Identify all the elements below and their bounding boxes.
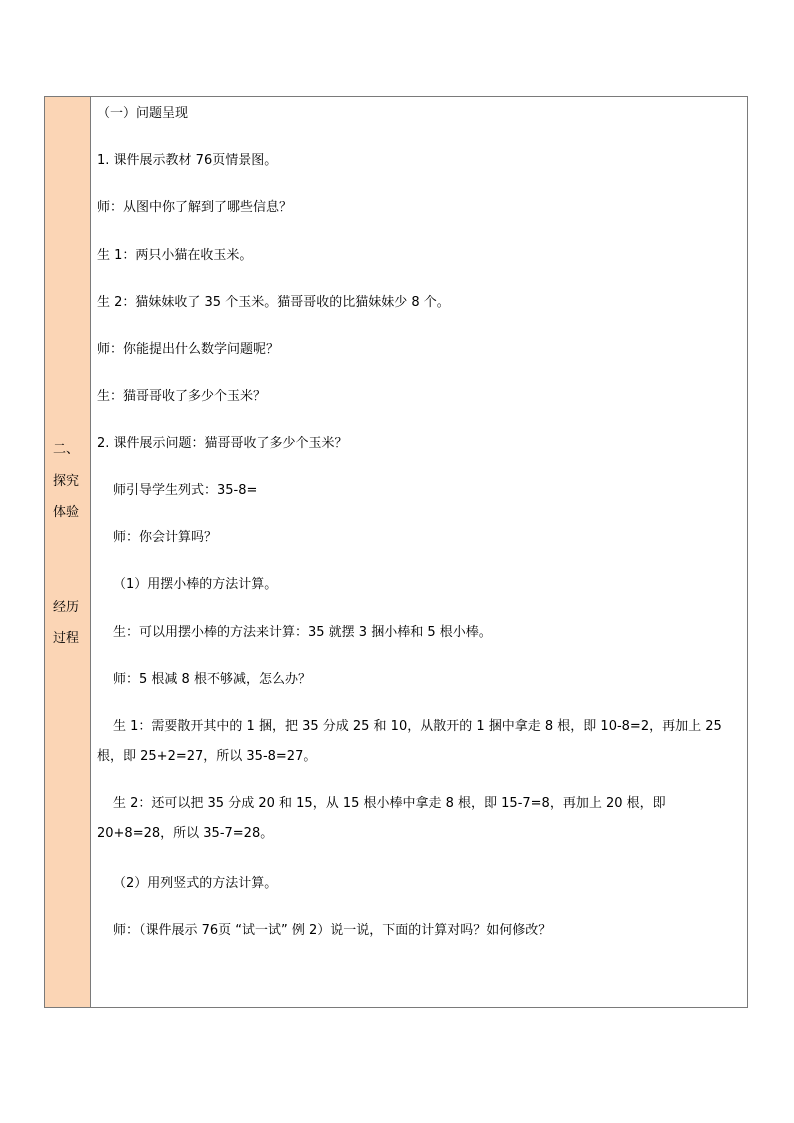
section-label-cell	[45, 97, 91, 1007]
section-subtitle-part-2: 过程	[53, 631, 80, 646]
paragraph-15: （2）用列竖式的方法计算。	[113, 876, 278, 891]
paragraph-16: 师：（课件展示 76页 “试一试” 例 2）说一说，下面的计算对吗？如何修改？	[113, 923, 552, 938]
section-number: 二、	[53, 442, 80, 457]
paragraph-12: 师：5 根减 8 根不够减，怎么办？	[113, 672, 311, 687]
paragraph-11: 生：可以用摆小棒的方法来计算：35 就摆 3 捆小棒和 5 根小棒。	[113, 625, 492, 640]
section-title-part-2: 体验	[53, 505, 80, 520]
paragraph-4: 生 2：猫妹妹收了 35 个玉米。猫哥哥收的比猫妹妹少 8 个。	[97, 295, 450, 310]
paragraph-1: 1. 课件展示教材 76页情景图。	[97, 153, 278, 168]
paragraph-6: 生：猫哥哥收了多少个玉米？	[97, 389, 267, 404]
paragraph-14: 生 2：还可以把 35 分成 20 和 15，从 15 根小棒中拿走 8 根，即 15-7=8，再加上 20 根，即 20+8=28，所以 35-7=28。	[97, 796, 666, 841]
section-title-part-1: 探究	[53, 474, 80, 489]
paragraph-5: 师：你能提出什么数学问题呢？	[97, 342, 280, 357]
paragraph-9: 师：你会计算吗？	[113, 530, 218, 545]
paragraph-2: 师：从图中你了解到了哪些信息？	[97, 200, 293, 215]
section-subtitle-part-1: 经历	[53, 600, 80, 615]
paragraph-7: 2. 课件展示问题：猫哥哥收了多少个玉米？	[97, 436, 348, 451]
paragraph-3: 生 1：两只小猫在收玉米。	[97, 248, 253, 263]
content-cell	[91, 97, 747, 1007]
paragraph-13: 生 1：需要散开其中的 1 捆，把 35 分成 25 和 10，从散开的 1 捆中拿走 8 根，即 10-8=2，再加上 25 根，即 25+2=27，所以 35-8=27。	[97, 719, 722, 764]
content-heading: （一）问题呈现	[97, 106, 189, 121]
lesson-table	[44, 96, 748, 1008]
paragraph-8: 师引导学生列式：35-8=	[113, 483, 258, 498]
paragraph-10: （1）用摆小棒的方法计算。	[113, 577, 278, 592]
